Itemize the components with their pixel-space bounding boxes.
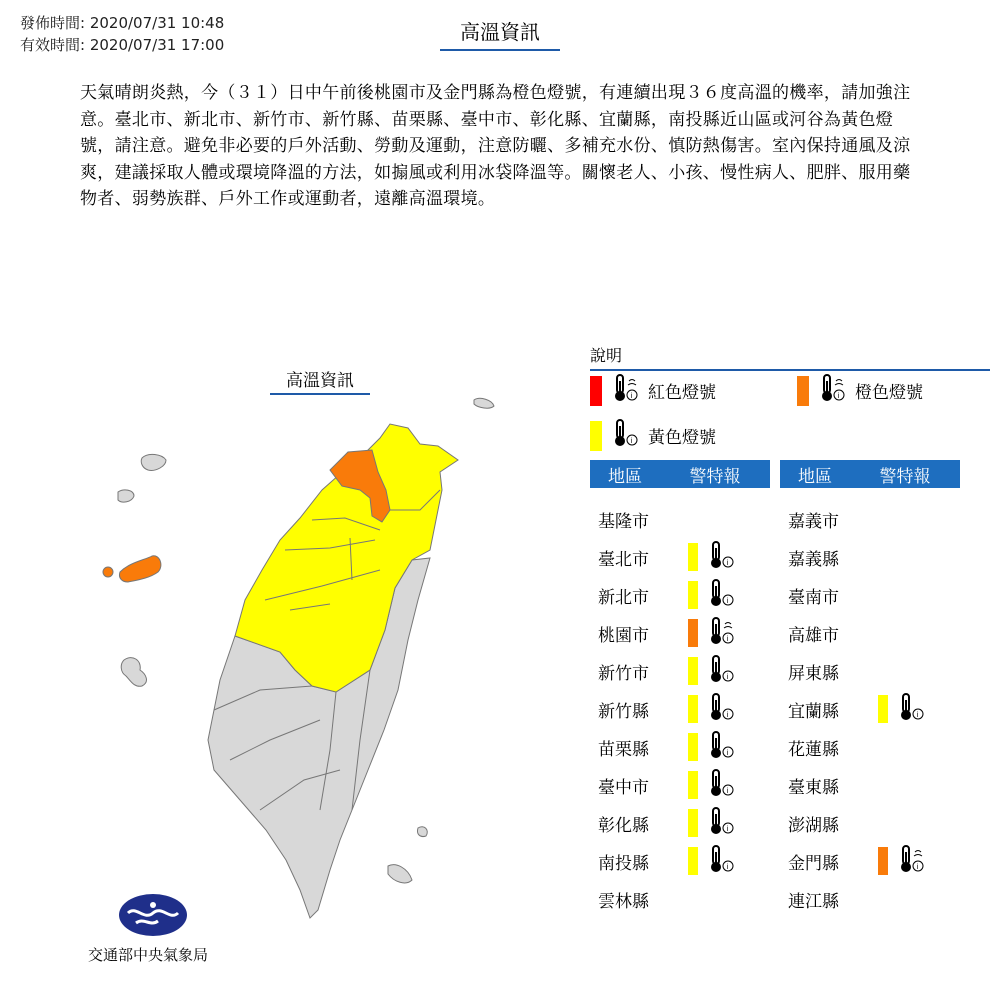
table-row (590, 614, 736, 652)
thermometer-icon (819, 373, 847, 408)
table-row (590, 880, 736, 918)
svg-text:i: i (916, 862, 919, 871)
region-name: 彰化縣 (598, 815, 649, 836)
table-row (780, 614, 926, 652)
warning-level-bar (688, 771, 698, 799)
table-row (780, 728, 926, 766)
thermometer-icon (612, 373, 640, 408)
table-row (590, 652, 736, 690)
legend-orange-label: 橙色燈號 (855, 383, 923, 403)
header-times (20, 12, 224, 56)
warning-level-bar (688, 733, 698, 761)
legend-title: 說明 (590, 343, 990, 371)
region-name: 高雄市 (788, 625, 839, 646)
organization-name: 交通部中央氣象局 (88, 946, 209, 964)
legend-orange (797, 373, 923, 408)
svg-text:i: i (726, 596, 729, 605)
svg-text:i: i (726, 710, 729, 719)
yellow-swatch (590, 421, 602, 451)
island-kinmen (119, 556, 160, 582)
col-warning-header: 警特報 (689, 466, 741, 487)
cwb-logo (118, 893, 188, 937)
table-row (590, 576, 736, 614)
thermometer-icon (708, 730, 736, 765)
svg-text:i: i (630, 392, 633, 400)
svg-text:i: i (726, 558, 729, 567)
thermometer-icon (612, 418, 640, 453)
region-name: 澎湖縣 (788, 815, 839, 836)
region-name: 臺南市 (788, 587, 839, 608)
svg-text:i: i (726, 786, 729, 795)
table-row (590, 690, 736, 728)
svg-text:i: i (726, 824, 729, 833)
thermometer-icon (708, 768, 736, 803)
region-name: 新竹市 (598, 663, 649, 684)
svg-text:i: i (726, 748, 729, 757)
region-name: 連江縣 (788, 891, 839, 912)
legend-red-label: 紅色燈號 (648, 383, 716, 403)
table-row (780, 880, 926, 918)
table-row (590, 804, 736, 842)
island-penghu (121, 658, 146, 687)
table-row (780, 538, 926, 576)
taiwan-map (90, 390, 510, 930)
island-orchid (388, 865, 412, 883)
region-name: 嘉義縣 (788, 549, 839, 570)
legend-yellow-label: 黃色燈號 (648, 428, 716, 448)
page-title: 高溫資訊 (440, 16, 560, 51)
thermometer-icon (708, 578, 736, 613)
warning-level-bar (688, 657, 698, 685)
region-name: 花蓮縣 (788, 739, 839, 760)
region-name: 基隆市 (598, 511, 649, 532)
thermometer-icon (708, 806, 736, 841)
description-text: 天氣晴朗炎熱，今（３１）日中午前後桃園市及金門縣為橙色燈號，有連續出現３６度高溫的機率，請加強注意。臺北市、新北市、新竹市、新竹縣、苗栗縣、臺中市、彰化縣、宜蘭縣，南投縣近山區或河谷為黃色燈號，請注意。避免非必要的戶外活動、勞動及運動，注意防曬、多補充水份、慎防熱傷害。室內保持通風及涼爽，建議採取人體或環境降溫的方法，如搧風或利用冰袋降溫等。關懷老人、小孩、慢性病人、肥胖、服用藥物者、弱勢族群、戶外工作或運動者，遠離高溫環境。 (80, 83, 911, 209)
svg-text:i: i (837, 392, 840, 400)
svg-text:i: i (726, 862, 729, 871)
table-row (780, 690, 926, 728)
thermometer-icon (708, 540, 736, 575)
region-name: 金門縣 (788, 853, 839, 874)
island-matsu-2 (118, 490, 134, 502)
valid-time: 有效時間: 2020/07/31 17:00 (20, 36, 225, 54)
region-name: 南投縣 (598, 853, 649, 874)
thermometer-icon (708, 616, 736, 651)
region-name: 雲林縣 (598, 891, 649, 912)
region-name: 臺中市 (598, 777, 649, 798)
region-name: 新竹縣 (598, 701, 649, 722)
table-row (590, 766, 736, 804)
region-name: 屏東縣 (788, 663, 839, 684)
thermometer-icon (708, 654, 736, 689)
thermometer-icon (898, 692, 926, 727)
region-name: 嘉義市 (788, 511, 839, 532)
warning-level-bar (688, 619, 698, 647)
table-header-left (590, 460, 770, 488)
region-name: 苗栗縣 (598, 739, 649, 760)
thermometer-icon (708, 844, 736, 879)
table-row (590, 842, 736, 880)
region-name: 宜蘭縣 (788, 701, 839, 722)
island-north (474, 398, 494, 408)
table-row (780, 842, 926, 880)
table-row (590, 500, 736, 538)
warning-level-bar (688, 581, 698, 609)
table-row (780, 500, 926, 538)
warning-level-bar (688, 695, 698, 723)
table-column-left (590, 500, 736, 918)
region-name: 桃園市 (598, 625, 649, 646)
table-row (780, 576, 926, 614)
island-kinmen-small (103, 567, 113, 577)
svg-text:i: i (726, 634, 729, 643)
table-column-right (780, 500, 926, 918)
thermometer-icon (898, 844, 926, 879)
orange-swatch (797, 376, 809, 406)
svg-text:i: i (916, 710, 919, 719)
island-matsu-1 (141, 454, 166, 470)
warning-level-bar (688, 847, 698, 875)
svg-text:i: i (726, 672, 729, 681)
issue-time: 發佈時間: 2020/07/31 10:48 (20, 14, 225, 32)
table-row (780, 804, 926, 842)
table-row (780, 766, 926, 804)
svg-text:i: i (630, 437, 633, 445)
warning-level-bar (688, 809, 698, 837)
col-region-header: 地區 (608, 466, 642, 487)
table-row (780, 652, 926, 690)
warning-level-bar (878, 695, 888, 723)
island-green (417, 827, 427, 837)
col-warning-header: 警特報 (879, 466, 931, 487)
map-title: 高溫資訊 (270, 366, 370, 395)
red-swatch (590, 376, 602, 406)
warning-level-bar (688, 543, 698, 571)
col-region-header: 地區 (798, 466, 832, 487)
region-name: 新北市 (598, 587, 649, 608)
table-row (590, 728, 736, 766)
legend-red (590, 373, 716, 408)
warning-level-bar (878, 847, 888, 875)
table-row (590, 538, 736, 576)
table-header-right (780, 460, 960, 488)
region-name: 臺北市 (598, 549, 649, 570)
thermometer-icon (708, 692, 736, 727)
region-name: 臺東縣 (788, 777, 839, 798)
legend-yellow (590, 418, 716, 453)
